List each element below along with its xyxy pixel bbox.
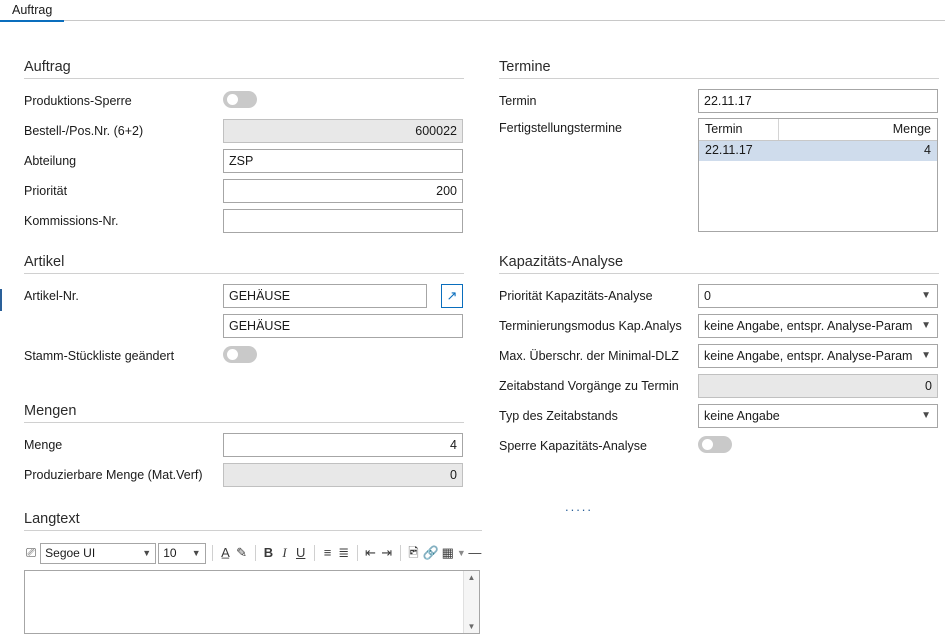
indent-icon[interactable]: ⇥ (381, 545, 393, 560)
outdent-icon[interactable]: ⇤ (365, 545, 376, 560)
chevron-down-icon: ▼ (921, 350, 931, 361)
abteilung-input[interactable]: ZSP (223, 149, 463, 173)
row-max-ueberschreitung (499, 343, 939, 369)
row-produzierbare-menge (24, 462, 464, 488)
row-fertigstellungstermine (499, 118, 939, 232)
produzierbare-menge-label: Produzierbare Menge (Mat.Verf) (24, 468, 203, 482)
group-mengen-title: Mengen (24, 403, 77, 419)
produktions-sperre-label: Produktions-Sperre (24, 94, 132, 108)
open-lookup-icon[interactable]: ↗ (441, 284, 463, 308)
scroll-down-icon[interactable]: ▼ (467, 622, 476, 631)
chevron-down-icon: ▼ (921, 410, 931, 421)
row-kommissions-nr (24, 208, 464, 234)
termin-label: Termin (499, 94, 537, 108)
terminierungsmodus-label: Terminierungsmodus Kap.Analys (499, 319, 682, 333)
group-mengen (24, 403, 464, 492)
group-auftrag-rule (24, 78, 464, 79)
bold-button[interactable]: B (263, 545, 274, 560)
langtext-editor[interactable] (24, 570, 480, 634)
tab-strip (0, 0, 945, 21)
row-prioritaet (24, 178, 464, 204)
field-focus-accent (0, 289, 2, 311)
group-kapazitaets-analyse-rule (499, 273, 939, 274)
prioritaet-kap-value: 0 (704, 289, 711, 303)
group-termine-title: Termine (499, 59, 551, 75)
typ-zeitabstand-label: Typ des Zeitabstands (499, 409, 618, 423)
numbered-list-icon[interactable]: ≣ (338, 545, 350, 560)
zeitabstand-label: Zeitabstand Vorgänge zu Termin (499, 379, 679, 393)
richtext-toolbar (24, 540, 482, 566)
table-row[interactable] (699, 141, 937, 161)
grid-cell-menge: 4 (924, 143, 931, 157)
group-termine (499, 59, 939, 232)
grid-col-menge[interactable]: Menge (892, 122, 931, 136)
group-mengen-rule (24, 422, 464, 423)
section-separator-dots[interactable]: ..... (564, 499, 594, 514)
toggle-knob (702, 439, 713, 450)
group-auftrag (24, 59, 464, 238)
group-artikel (24, 254, 464, 373)
row-artikel-bezeichnung (24, 313, 464, 339)
group-langtext (24, 511, 482, 634)
grid-cell-termin: 22.11.17 (705, 143, 753, 157)
chevron-down-icon: ▼ (142, 547, 152, 558)
prioritaet-kap-select[interactable] (698, 284, 938, 308)
toggle-knob (227, 349, 238, 360)
group-kapazitaets-analyse-title: Kapazitäts-Analyse (499, 254, 624, 270)
row-sperre-kap (499, 433, 939, 459)
horizontal-rule-icon[interactable]: — (468, 545, 482, 560)
insert-image-icon[interactable]: 🖻 (408, 545, 419, 560)
sperre-kap-label: Sperre Kapazitäts-Analyse (499, 439, 647, 453)
underline-button[interactable]: U (295, 545, 306, 560)
max-ueberschreitung-value: keine Angabe, entspr. Analyse-Param (704, 349, 913, 363)
group-artikel-title: Artikel (24, 254, 65, 270)
group-kapazitaets-analyse (499, 254, 939, 463)
produktions-sperre-toggle[interactable] (223, 91, 257, 111)
stamm-stueckliste-toggle[interactable] (223, 346, 257, 366)
prioritaet-kap-label: Priorität Kapazitäts-Analyse (499, 289, 653, 303)
row-produktions-sperre (24, 88, 464, 114)
max-ueberschreitung-select[interactable] (698, 344, 938, 368)
fertigstellungstermine-grid[interactable] (698, 118, 938, 232)
terminierungsmodus-select[interactable] (698, 314, 938, 338)
chevron-down-icon: ▼ (921, 320, 931, 331)
menge-label: Menge (24, 438, 63, 452)
bestell-pos-nr-label: Bestell-/Pos.Nr. (6+2) (24, 124, 144, 138)
toolbar-divider (212, 545, 213, 561)
bullet-list-icon[interactable]: ≡ (323, 545, 332, 560)
toggle-track (223, 346, 257, 363)
tab-auftrag[interactable] (0, 1, 64, 22)
row-typ-zeitabstand (499, 403, 939, 429)
chevron-down-icon: ▼ (191, 547, 201, 558)
font-family-select[interactable] (40, 543, 156, 564)
row-zeitabstand (499, 373, 939, 399)
toolbar-divider (357, 545, 358, 561)
highlight-color-icon[interactable]: ✎ (236, 545, 247, 560)
text-color-icon[interactable]: A̲ (221, 545, 230, 560)
source-view-icon[interactable]: ⎚ (25, 545, 37, 560)
artikel-bezeichnung-input[interactable]: GEHÄUSE (223, 314, 463, 338)
group-langtext-rule (24, 530, 482, 531)
max-ueberschreitung-label: Max. Überschr. der Minimal-DLZ (499, 349, 679, 363)
row-bestell-pos-nr (24, 118, 464, 144)
typ-zeitabstand-value: keine Angabe (704, 409, 780, 423)
produzierbare-menge-input[interactable]: 0 (223, 463, 463, 487)
abteilung-label: Abteilung (24, 154, 77, 168)
group-auftrag-title: Auftrag (24, 59, 71, 75)
prioritaet-input[interactable]: 200 (223, 179, 463, 203)
grid-col-termin[interactable]: Termin (699, 119, 779, 140)
font-size-select[interactable] (158, 543, 205, 564)
group-termine-rule (499, 78, 939, 79)
chevron-down-icon: ▼ (921, 290, 931, 301)
row-abteilung (24, 148, 464, 174)
toolbar-divider (255, 545, 256, 561)
row-terminierungsmodus (499, 313, 939, 339)
italic-button[interactable]: I (282, 545, 287, 560)
insert-table-icon[interactable]: ▦ (441, 545, 454, 560)
langtext-scrollbar[interactable] (463, 571, 479, 633)
grid-header-row (699, 119, 937, 141)
tab-auftrag-label: Auftrag (12, 3, 53, 17)
toolbar-divider (400, 545, 401, 561)
kommissions-nr-label: Kommissions-Nr. (24, 214, 119, 228)
artikel-nr-input[interactable]: GEHÄUSE (223, 284, 427, 308)
toggle-knob (227, 94, 238, 105)
row-termin (499, 88, 939, 114)
bestell-pos-nr-input[interactable]: 600022 (223, 119, 463, 143)
stamm-stueckliste-label: Stamm-Stückliste geändert (24, 349, 175, 363)
prioritaet-label: Priorität (24, 184, 68, 198)
group-langtext-title: Langtext (24, 511, 80, 527)
row-artikel-nr (24, 283, 464, 309)
termin-input[interactable]: 22.11.17 (698, 89, 938, 113)
toolbar-divider (314, 545, 315, 561)
sperre-kap-toggle[interactable] (698, 436, 732, 456)
fertigstellungstermine-label: Fertigstellungstermine (499, 121, 622, 135)
toggle-track (223, 91, 257, 108)
artikel-nr-label: Artikel-Nr. (24, 289, 79, 303)
row-stamm-stueckliste (24, 343, 464, 369)
kommissions-nr-input[interactable] (223, 209, 463, 233)
row-menge (24, 432, 464, 458)
menge-input[interactable]: 4 (223, 433, 463, 457)
zeitabstand-input[interactable]: 0 (698, 374, 938, 398)
chevron-down-icon[interactable]: ▼ (456, 548, 466, 558)
scroll-up-icon[interactable]: ▲ (467, 573, 476, 582)
font-size-value: 10 (163, 545, 177, 560)
toggle-track (698, 436, 732, 453)
insert-link-icon[interactable]: 🔗 (422, 545, 439, 560)
typ-zeitabstand-select[interactable] (698, 404, 938, 428)
font-family-value: Segoe UI (45, 545, 96, 560)
terminierungsmodus-value: keine Angabe, entspr. Analyse-Param (704, 319, 913, 333)
row-prioritaet-kap (499, 283, 939, 309)
form-page (0, 21, 945, 631)
group-artikel-rule (24, 273, 464, 274)
langtext-content[interactable] (25, 571, 464, 633)
